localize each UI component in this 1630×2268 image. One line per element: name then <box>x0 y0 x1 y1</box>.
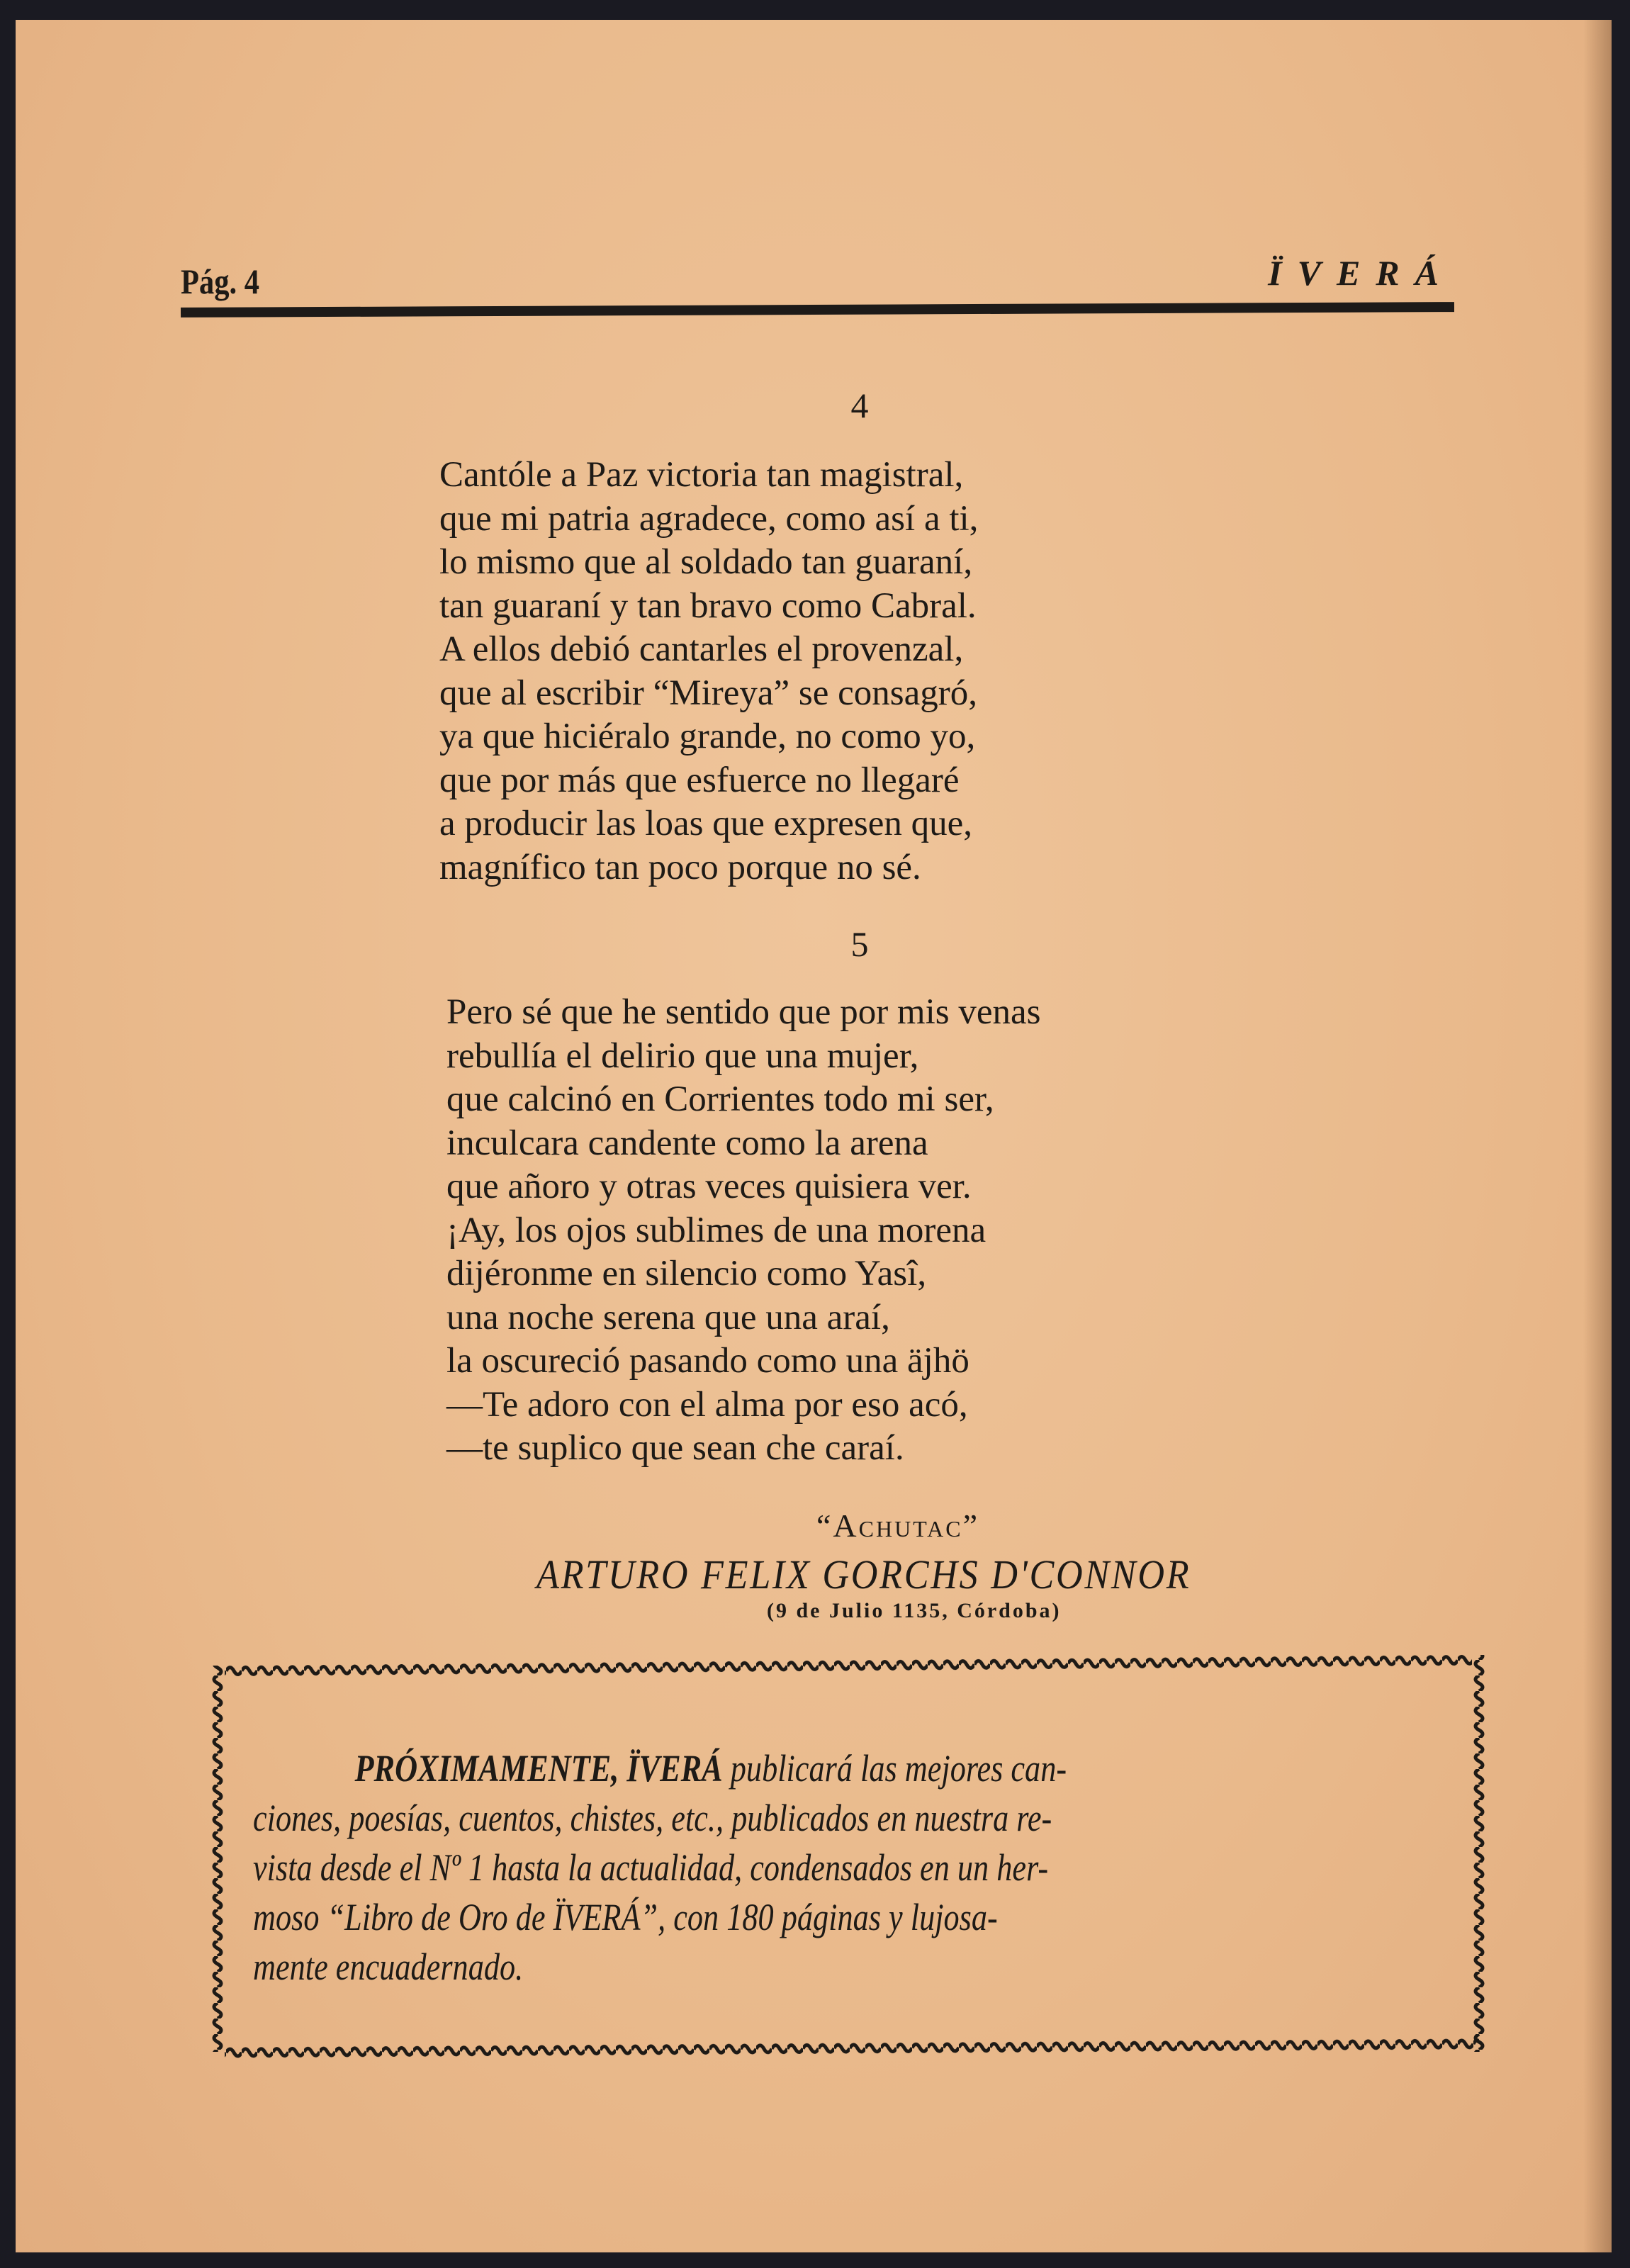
verse-line: tan guaraní y tan bravo como Cabral. <box>439 585 977 626</box>
verse-line: rebullía el delirio que una mujer, <box>446 1035 919 1076</box>
announcement-text <box>253 1744 1444 1992</box>
verse-line: A ellos debió cantarles el provenzal, <box>439 629 964 669</box>
verse-line: a producir las loas que expresen que, <box>439 804 972 843</box>
magazine-page <box>16 20 1612 2252</box>
verse-line: la oscureció pasando como una äjhö <box>446 1341 969 1381</box>
verse-line: —te suplico que sean che caraí. <box>446 1428 904 1468</box>
pseudonym: “Achutac” <box>816 1508 980 1544</box>
stanza-4 <box>439 454 978 889</box>
author-name: ARTURO FELIX GORCHS D'CONNOR <box>536 1551 1191 1598</box>
verse-line: dijéronme en silencio como Yasî, <box>446 1254 927 1293</box>
verse-line: que calcinó en Corrientes todo mi ser, <box>446 1079 994 1119</box>
announcement-line: vista desde el Nº 1 hasta la actualidad, condensados en un her- <box>253 1846 1049 1889</box>
verse-line: lo mismo que al soldado tan guaraní, <box>439 542 973 582</box>
verse-line: que mi patria agradece, como así a ti, <box>439 498 979 539</box>
announcement-line: mente encuadernado. <box>253 1946 524 1988</box>
verse-line: una noche serena que una araí, <box>446 1297 890 1337</box>
stanza-number: 5 <box>850 924 869 964</box>
verse-line: magnífico tan poco porque no sé. <box>439 847 921 887</box>
announcement-line: ciones, poesías, cuentos, chistes, etc., publicados en nuestra re- <box>253 1797 1052 1839</box>
verse-line: —Te adoro con el alma por eso acó, <box>446 1384 968 1425</box>
verse-line: ¡Ay, los ojos sublimes de una morena <box>446 1210 987 1250</box>
announcement-line: moso “Libro de Oro de ÏVERÁ”, con 180 páginas y lujosa- <box>253 1896 998 1938</box>
author-address: (9 de Julio 1135, Córdoba) <box>767 1599 1062 1622</box>
announcement-box <box>210 1644 1490 2062</box>
page-number: Pág. 4 <box>181 262 259 301</box>
verse-line: que añoro y otras veces quisiera ver. <box>446 1167 972 1206</box>
header-rule <box>181 302 1454 318</box>
verse-line: que al escribir “Mireya” se consagró, <box>439 673 977 713</box>
magazine-title: ÏVERÁ <box>1268 253 1454 293</box>
page-spine-shadow <box>1583 20 1612 2252</box>
verse-line: inculcara candente como la arena <box>446 1123 928 1163</box>
stanza-number: 4 <box>850 386 869 425</box>
announcement-lead: PRÓXIMAMENTE, ÏVERÁ <box>354 1747 723 1790</box>
announcement-line: publicará las mejores can- <box>722 1747 1067 1790</box>
stanza-5 <box>446 991 1041 1471</box>
verse-line: Cantóle a Paz victoria tan magistral, <box>439 455 964 495</box>
verse-line: Pero sé que he sentido que por mis venas <box>446 992 1041 1032</box>
verse-line: que por más que esfuerce no llegaré <box>439 760 960 800</box>
verse-line: ya que hiciéralo grande, no como yo, <box>439 717 976 756</box>
